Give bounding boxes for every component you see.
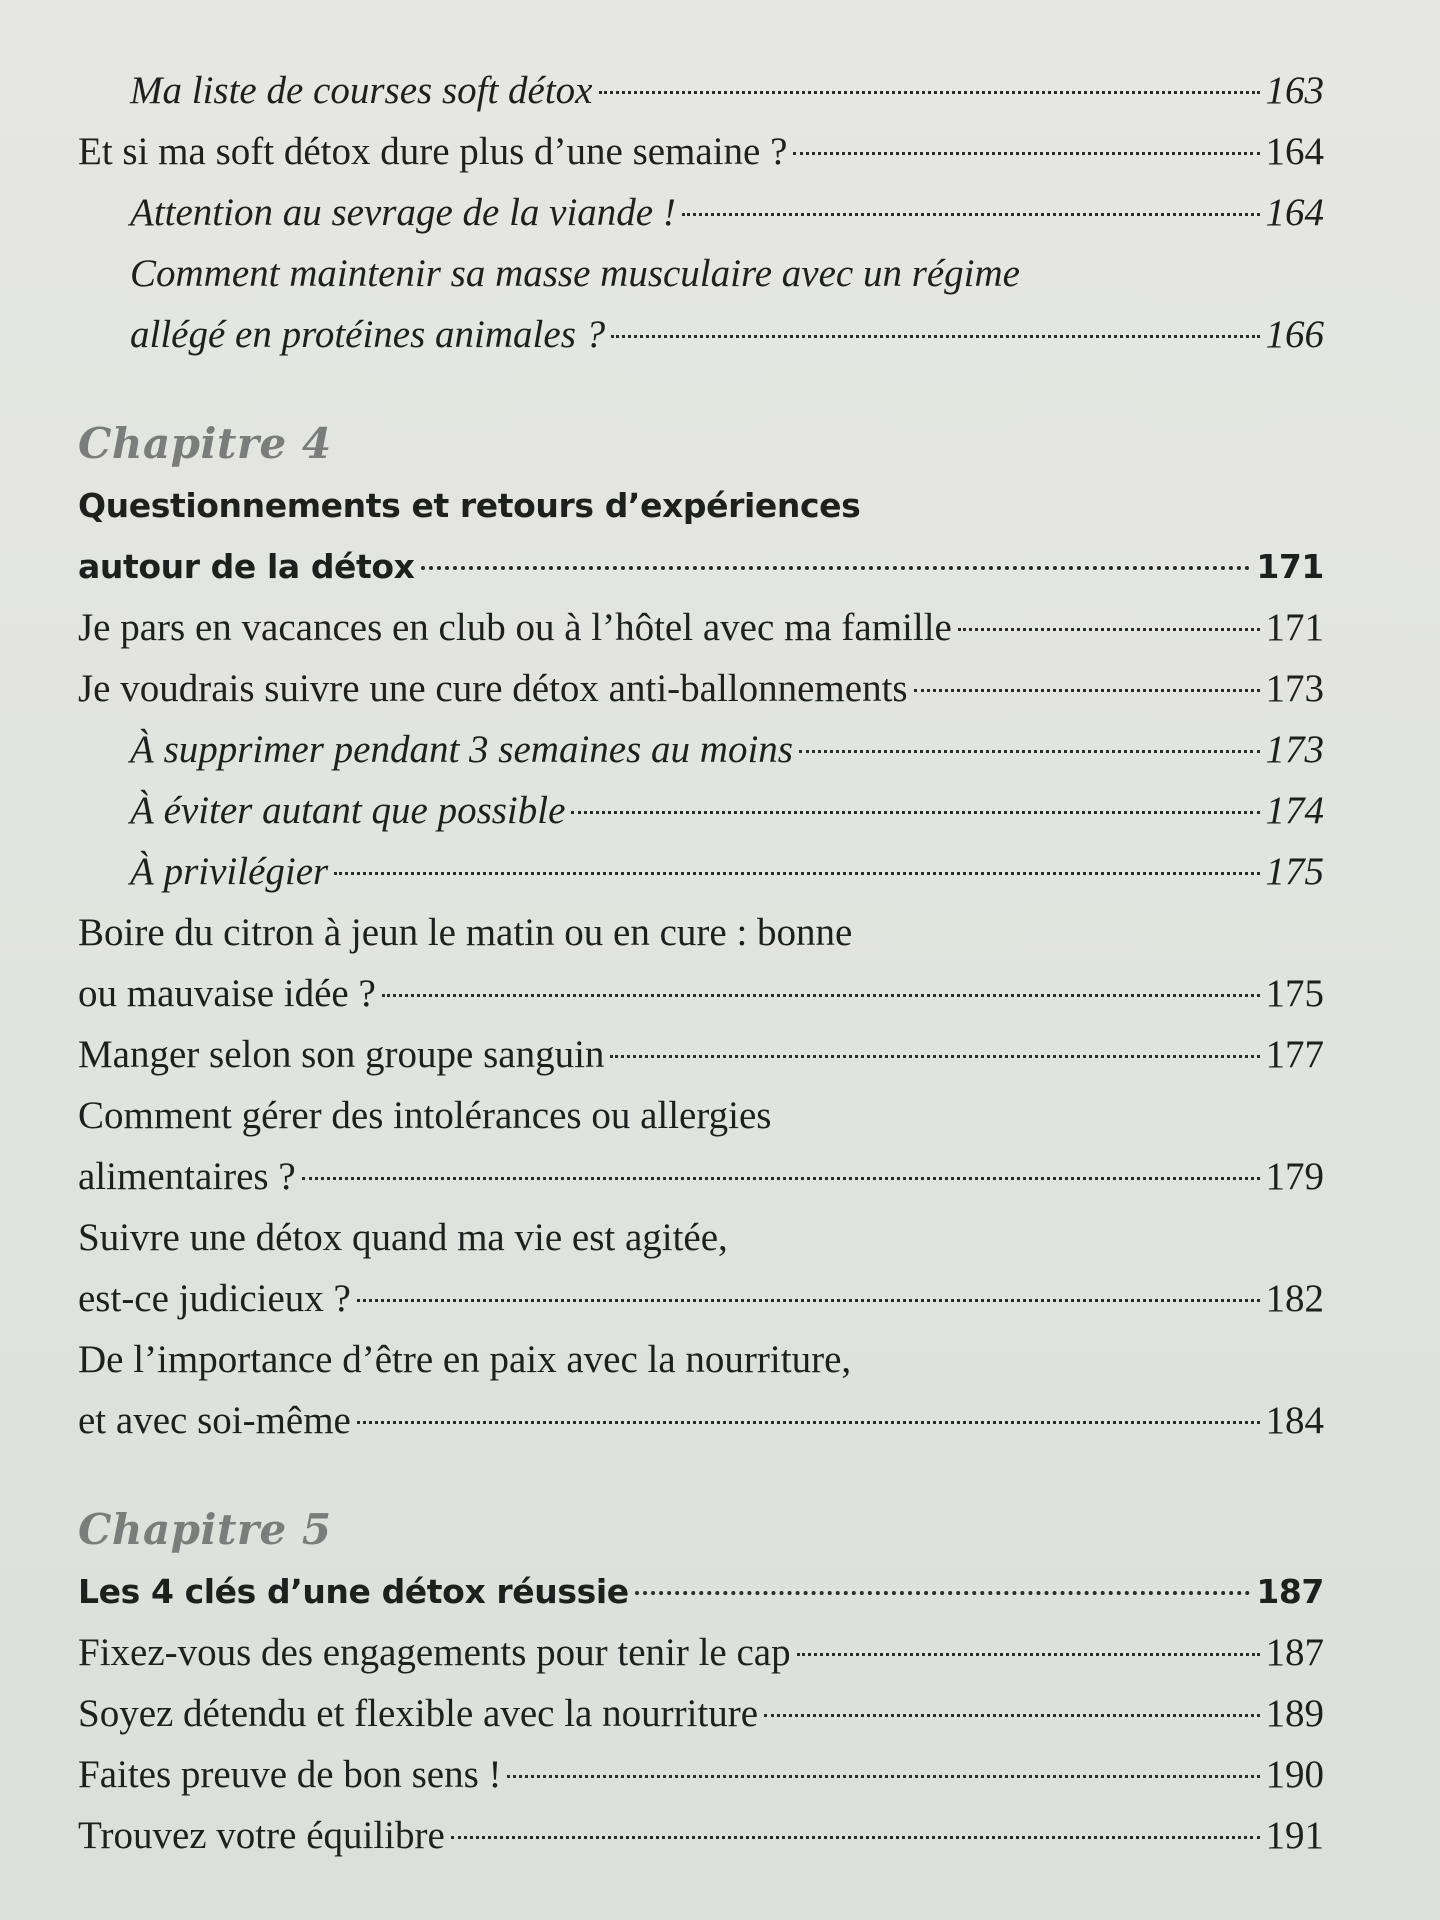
chapter-title-text: Les 4 clés d’une détox réussie: [78, 1572, 629, 1611]
toc-entry: [78, 1329, 1324, 1451]
entry-title: Faites preuve de bon sens !: [78, 1753, 502, 1796]
entry-title: est-ce judicieux ?: [78, 1277, 351, 1320]
chapter-label: Chapitre 5: [78, 1505, 332, 1554]
dot-leader: [382, 994, 1260, 997]
toc-entry: [78, 658, 1324, 719]
toc-entry: [78, 121, 1324, 182]
toc-entry: [78, 1683, 1324, 1744]
dot-leader: [914, 689, 1260, 692]
page-number: 163: [1265, 69, 1324, 112]
toc-entry: [78, 902, 1324, 1024]
page-number: 184: [1265, 1399, 1324, 1442]
page-number: 164: [1265, 130, 1324, 173]
page-number: 179: [1265, 1155, 1324, 1198]
dot-leader: [302, 1177, 1260, 1180]
entry-title-line: Boire du citron à jeun le matin ou en cure : bonne: [78, 911, 853, 954]
page-number: 164: [1265, 191, 1324, 234]
page-number: 187: [1256, 1572, 1324, 1611]
toc-entry: [78, 60, 1324, 121]
entry-title: et avec soi-même: [78, 1399, 351, 1442]
toc-entry: [78, 1744, 1324, 1805]
page-number: 175: [1265, 972, 1324, 1015]
dot-leader: [571, 811, 1259, 814]
dot-leader: [958, 628, 1260, 631]
entry-title: Manger selon son groupe sanguin: [78, 1033, 605, 1076]
entry-title-line: Comment gérer des intolérances ou allergies: [78, 1094, 772, 1137]
chapter-title-text: autour de la détox: [78, 547, 415, 586]
dot-leader: [682, 213, 1260, 216]
page-number: 187: [1265, 1631, 1324, 1674]
page-number: 191: [1265, 1814, 1324, 1857]
page-number: 174: [1265, 789, 1324, 832]
toc-entry: [78, 1024, 1324, 1085]
toc-entry: [78, 1207, 1324, 1329]
entry-title: alimentaires ?: [78, 1155, 296, 1198]
dot-leader: [793, 152, 1259, 155]
page-number: 190: [1265, 1753, 1324, 1796]
dot-leader: [797, 1653, 1260, 1656]
entry-title: Je pars en vacances en club ou à l’hôtel avec ma famille: [78, 606, 952, 649]
entry-title-line: Comment maintenir sa masse musculaire avec un régime: [130, 252, 1020, 295]
entry-title: ou mauvaise idée ?: [78, 972, 376, 1015]
dot-leader: [610, 1055, 1259, 1058]
dot-leader: [599, 91, 1260, 94]
entry-title-line: Suivre une détox quand ma vie est agitée,: [78, 1216, 728, 1259]
chapter-title: [78, 475, 1324, 597]
toc-entry: [78, 1805, 1324, 1866]
page-number: 171: [1265, 606, 1324, 649]
dot-leader: [421, 566, 1251, 570]
dot-leader: [507, 1775, 1259, 1778]
page-number: 189: [1265, 1692, 1324, 1735]
dot-leader: [451, 1836, 1260, 1839]
toc-entry: [78, 780, 1324, 841]
page-number: 173: [1265, 667, 1324, 710]
page-number: 175: [1265, 850, 1324, 893]
chapter-title-line: Questionnements et retours d’expériences: [78, 486, 861, 525]
entry-title: Et si ma soft détox dure plus d’une semaine ?: [78, 130, 788, 173]
entry-title: À éviter autant que possible: [130, 789, 566, 832]
page-number: 171: [1256, 547, 1324, 586]
page-number: 182: [1265, 1277, 1324, 1320]
table-of-contents: [78, 60, 1324, 1866]
page-number: 173: [1265, 728, 1324, 771]
entry-title: Je voudrais suivre une cure détox anti-ballonnements: [78, 667, 908, 710]
entry-title: Soyez détendu et flexible avec la nourriture: [78, 1692, 759, 1735]
toc-entry: [78, 243, 1324, 365]
toc-entry: [78, 597, 1324, 658]
dot-leader: [635, 1591, 1251, 1595]
entry-title: Trouvez votre équilibre: [78, 1814, 445, 1857]
dot-leader: [764, 1714, 1259, 1717]
entry-title: Fixez-vous des engagements pour tenir le cap: [78, 1631, 791, 1674]
entry-title: allégé en protéines animales ?: [130, 313, 606, 356]
page-number: 177: [1265, 1033, 1324, 1076]
toc-entry: [78, 182, 1324, 243]
dot-leader: [357, 1299, 1260, 1302]
toc-entry: [78, 1622, 1324, 1683]
toc-entry: [78, 719, 1324, 780]
page-number: 166: [1265, 313, 1324, 356]
entry-title-line: De l’importance d’être en paix avec la nourriture,: [78, 1338, 852, 1381]
dot-leader: [611, 335, 1259, 338]
entry-title: À privilégier: [130, 850, 329, 893]
chapter-title: [78, 1561, 1324, 1622]
toc-entry: [78, 841, 1324, 902]
toc-entry: [78, 1085, 1324, 1207]
chapter-label: Chapitre 4: [78, 419, 332, 468]
entry-title: Attention au sevrage de la viande !: [130, 191, 676, 234]
dot-leader: [334, 872, 1259, 875]
dot-leader: [357, 1421, 1260, 1424]
entry-title: À supprimer pendant 3 semaines au moins: [130, 728, 793, 771]
dot-leader: [799, 750, 1260, 753]
entry-title: Ma liste de courses soft détox: [130, 69, 593, 112]
